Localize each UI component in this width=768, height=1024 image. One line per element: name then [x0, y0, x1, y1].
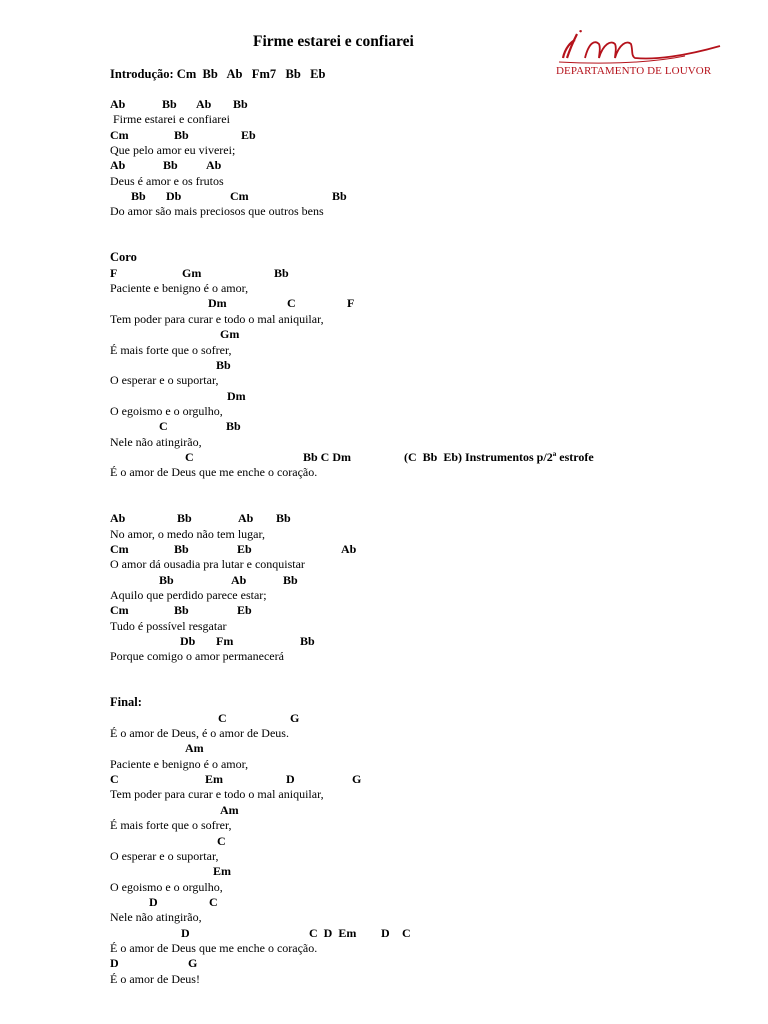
- chord: Ab: [196, 97, 212, 111]
- chord: C: [402, 925, 411, 940]
- section-heading: Coro: [110, 250, 137, 265]
- lyric-line: Porque comigo o amor permanecerá: [110, 649, 284, 664]
- lyric-line: Nele não atingirão,: [110, 434, 202, 449]
- lyric-line: Tudo é possível resgatar: [110, 618, 227, 633]
- chord: D: [381, 925, 390, 940]
- chord: Bb: [162, 97, 177, 111]
- lyric-line: Deus é amor e os frutos: [110, 173, 224, 188]
- chord: Bb C Dm: [303, 449, 352, 464]
- chord-line: [110, 542, 730, 557]
- chord: Cm: [230, 189, 249, 204]
- lyric-line: É mais forte que o sofrer,: [110, 818, 232, 833]
- chord: C: [217, 833, 226, 848]
- chord: Ab: [231, 572, 247, 587]
- chord: Cm: [110, 127, 129, 142]
- chord: Bb: [226, 419, 241, 434]
- chord: Bb: [233, 97, 248, 111]
- ministry-logo: [555, 28, 725, 80]
- chord-line: [110, 603, 730, 618]
- chord: Cm: [110, 541, 129, 556]
- blank-line: [110, 680, 730, 695]
- chord: Eb: [237, 603, 252, 618]
- chord-line: [110, 266, 730, 281]
- chord: D: [110, 956, 119, 971]
- chord: F: [110, 265, 118, 280]
- chord-line: [110, 358, 730, 373]
- lyric-line: Do amor são mais preciosos que outros bens: [110, 204, 324, 219]
- lyric-line: Firme estarei e confiarei: [110, 112, 230, 127]
- chord: G: [290, 710, 300, 725]
- chord-line: [110, 926, 730, 941]
- lyric-line: É o amor de Deus que me enche o coração.: [110, 940, 318, 955]
- chord: Ab: [110, 511, 126, 526]
- lyric-line: Tem poder para curar e todo o mal aniquilar,: [110, 311, 324, 326]
- chord-line: [110, 711, 730, 726]
- chord: D: [286, 772, 295, 787]
- chord: Bb: [159, 572, 174, 587]
- chord: Am: [220, 802, 239, 817]
- lyric-line: Tem poder para curar e todo o mal aniquilar,: [110, 787, 324, 802]
- chord: C: [159, 419, 168, 434]
- chord: D: [181, 925, 190, 940]
- chord: Am: [185, 741, 204, 756]
- lyric-line: No amor, o medo não tem lugar,: [110, 526, 265, 541]
- chord-line: [110, 189, 730, 204]
- chord: Cm: [110, 603, 129, 618]
- chord-line: [110, 389, 730, 404]
- chord-line: [110, 864, 730, 879]
- chord: Db: [180, 634, 196, 649]
- chord-line: [110, 772, 730, 787]
- chord-line: [110, 834, 730, 849]
- chord: Bb: [174, 541, 189, 556]
- chord-line: [110, 895, 730, 910]
- chord: Bb: [174, 127, 189, 142]
- chord: Bb: [174, 603, 189, 618]
- blank-line: [110, 496, 730, 511]
- lyric-line: É o amor de Deus!: [110, 971, 200, 986]
- song-title: Firme estarei e confiarei: [253, 33, 414, 50]
- blank-line: [110, 235, 730, 250]
- lyric-line: Que pelo amor eu viverei;: [110, 143, 236, 158]
- chord: C: [287, 296, 296, 311]
- intro-chords: Introdução: Cm Bb Ab Fm7 Bb Eb: [110, 67, 326, 81]
- chord: Bb: [216, 357, 231, 372]
- lyric-line: Paciente e benigno é o amor,: [110, 756, 249, 771]
- chord: Bb: [332, 189, 347, 204]
- lyric-line: É mais forte que o sofrer,: [110, 342, 232, 357]
- chord: Db: [166, 189, 182, 204]
- chord-sheet: [110, 97, 730, 987]
- chord: Ab: [238, 511, 254, 526]
- chord: Eb: [237, 541, 252, 556]
- chord: Bb: [177, 511, 192, 526]
- blank-line: [110, 481, 730, 496]
- chord: Ab: [206, 158, 222, 173]
- instrument-note: (C Bb Eb) Instrumentos p/2ª estrofe: [404, 449, 594, 464]
- section-heading: Final:: [110, 695, 142, 710]
- logo-caption: DEPARTAMENTO DE LOUVOR: [556, 65, 712, 77]
- chord: G: [352, 772, 362, 787]
- chord: Bb: [276, 511, 291, 526]
- chord-line: [110, 158, 730, 173]
- chord: Em: [205, 772, 223, 787]
- chord-line: [110, 741, 730, 756]
- chord-line: [110, 327, 730, 342]
- lyric-line: É o amor de Deus, é o amor de Deus.: [110, 726, 289, 741]
- chord-line: [110, 956, 730, 971]
- chord-line: [110, 296, 730, 311]
- chord: Gm: [220, 327, 240, 342]
- chord: C: [110, 772, 119, 787]
- chord-line: [110, 634, 730, 649]
- chord: D: [149, 894, 158, 909]
- chord: G: [188, 956, 198, 971]
- chord: Ab: [110, 158, 126, 173]
- chord: Bb: [300, 634, 315, 649]
- chord: Dm: [227, 388, 246, 403]
- chord: Bb: [274, 265, 289, 280]
- lyric-line: O egoismo e o orgulho,: [110, 879, 223, 894]
- lyric-line: O amor dá ousadia pra lutar e conquistar: [110, 557, 305, 572]
- chord: C: [209, 894, 218, 909]
- lyric-line: Paciente e benigno é o amor,: [110, 281, 249, 296]
- chord: Dm: [208, 296, 227, 311]
- chord-line: [110, 573, 730, 588]
- blank-line: [110, 220, 730, 235]
- chord-line: [110, 511, 730, 526]
- chord-line: [110, 803, 730, 818]
- lyric-line: O egoismo e o orgulho,: [110, 403, 223, 418]
- lyric-line: É o amor de Deus que me enche o coração.: [110, 465, 318, 480]
- chord-line: [110, 450, 730, 465]
- chord: Bb: [163, 158, 178, 173]
- chord-line: [110, 419, 730, 434]
- logo-mark-icon: [555, 28, 725, 68]
- blank-line: [110, 665, 730, 680]
- chord: Ab: [341, 541, 357, 556]
- chord: Bb: [131, 189, 146, 204]
- chord-line: [110, 97, 730, 112]
- chord: Fm: [216, 634, 234, 649]
- lyric-line: Aquilo que perdido parece estar;: [110, 588, 267, 602]
- chord: Bb: [283, 572, 298, 587]
- lyric-line: O esperar e o suportar,: [110, 373, 219, 388]
- chord: C: [185, 449, 194, 464]
- chord-line: [110, 128, 730, 143]
- chord: C: [218, 710, 227, 725]
- chord: F: [347, 296, 355, 311]
- lyric-line: O esperar e o suportar,: [110, 848, 219, 863]
- chord: Ab: [110, 97, 126, 111]
- chord: Gm: [182, 265, 202, 280]
- lyric-line: Nele não atingirão,: [110, 910, 202, 925]
- chord: Eb: [241, 127, 256, 142]
- chord: C D Em: [309, 925, 357, 940]
- chord: Em: [213, 864, 231, 879]
